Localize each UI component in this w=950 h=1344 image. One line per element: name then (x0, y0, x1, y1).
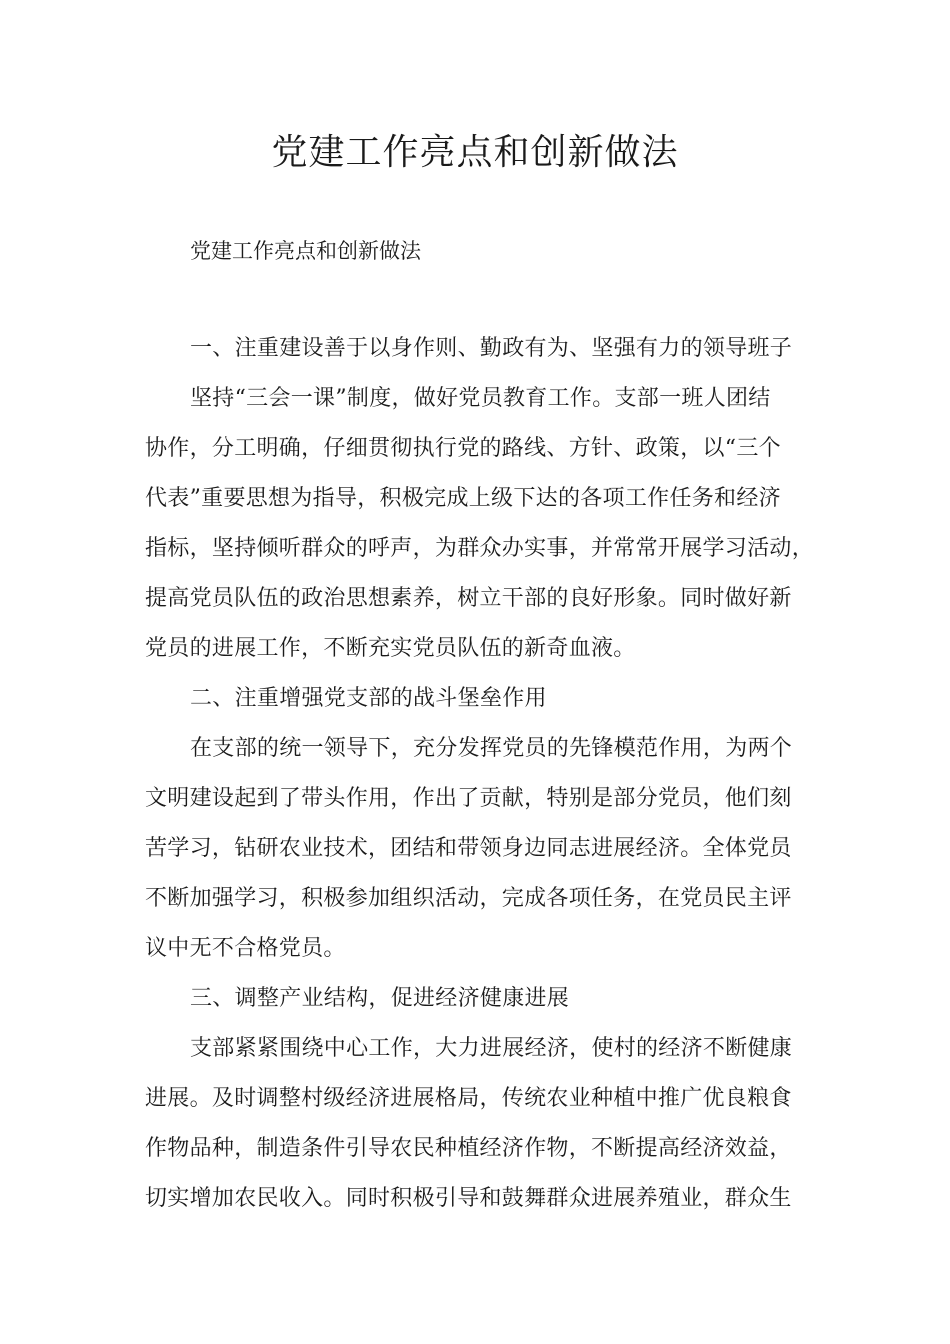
text-line: 苦学习，钻研农业技术，团结和带领身边同志进展经济。全体党员 (145, 836, 792, 861)
text-line: 党员的进展工作，不断充实党员队伍的新奇血液。 (145, 636, 636, 661)
text-line: 提高党员队伍的政治思想素养，树立干部的良好形象。同时做好新 (145, 586, 792, 611)
text-line: 作物品种，制造条件引导农民种植经济作物，不断提高经济效益， (145, 1136, 792, 1161)
document-subtitle: 党建工作亮点和创新做法 (190, 239, 421, 263)
text-line: 文明建设起到了带头作用，作出了贡献，特别是部分党员，他们刻 (145, 786, 792, 811)
text-line: 三、调整产业结构，促进经济健康进展 (190, 986, 570, 1011)
document-title: 党建工作亮点和创新做法 (271, 132, 679, 173)
document-body (145, 331, 835, 1231)
text-line: 切实增加农民收入。同时积极引导和鼓舞群众进展养殖业，群众生 (145, 1186, 792, 1211)
text-line: 指标，坚持倾听群众的呼声，为群众办实事，并常常开展学习活动， (145, 536, 815, 561)
text-line: 二、注重增强党支部的战斗堡垒作用 (190, 686, 547, 711)
text-line: 进展。及时调整村级经济进展格局，传统农业种植中推广优良粮食 (145, 1086, 792, 1111)
text-line: 一、注重建设善于以身作则、勤政有为、坚强有力的领导班子 (190, 336, 793, 361)
text-line: 议中无不合格党员。 (145, 936, 346, 961)
text-line: 在支部的统一领导下，充分发挥党员的先锋模范作用，为两个 (190, 736, 793, 761)
text-line: 协作，分工明确，仔细贯彻执行党的路线、方针、政策，以“三个 (145, 436, 781, 461)
text-line: 支部紧紧围绕中心工作，大力进展经济，使村的经济不断健康 (190, 1036, 793, 1061)
text-line: 代表”重要思想为指导，积极完成上级下达的各项工作任务和经济 (145, 486, 781, 511)
text-line: 坚持“三会一课”制度，做好党员教育工作。支部一班人团结 (190, 386, 771, 411)
text-line: 不断加强学习，积极参加组织活动，完成各项任务，在党员民主评 (145, 886, 792, 911)
